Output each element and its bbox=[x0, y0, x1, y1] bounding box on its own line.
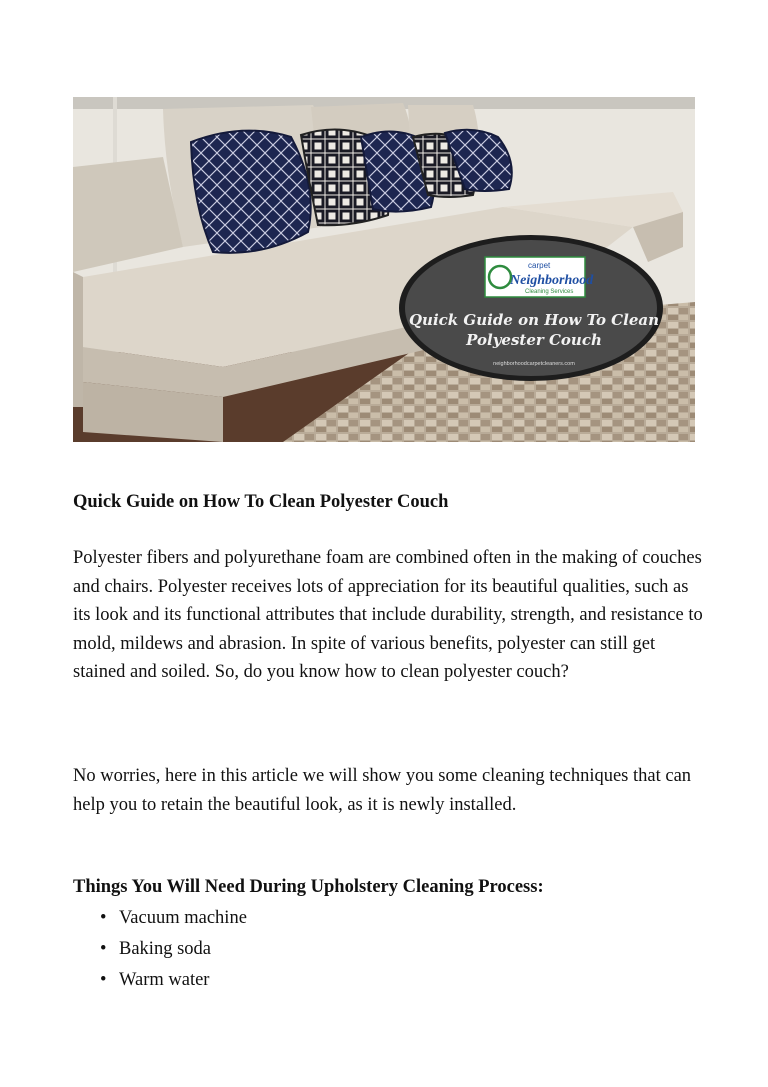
supplies-heading: Things You Will Need During Upholstery Cleaning Process: bbox=[73, 877, 544, 897]
bullet-icon: • bbox=[100, 908, 107, 928]
list-item bbox=[73, 936, 673, 967]
logo-main-text: Neighborhood bbox=[510, 273, 594, 288]
logo-top-text: carpet bbox=[528, 261, 551, 270]
couch-illustration bbox=[73, 97, 695, 442]
badge-title-line2: Polyester Couch bbox=[466, 331, 602, 349]
list-item bbox=[73, 905, 673, 936]
badge-title-line1: Quick Guide on How To Clean bbox=[408, 311, 660, 329]
hero-image bbox=[73, 97, 695, 442]
intro-paragraph: Polyester fibers and polyurethane foam are combined often in the making of couches and chairs. Polyester receives lots of appreciation for its beautiful qualities, such as its look and its functional attributes that include durability, strength, and resistance to mold, mildews and abrasion. In spite of various benefits, polyester can still get stained and soiled. So, do you know how to clean polyester couch? bbox=[73, 548, 703, 682]
logo-sub-text: Cleaning Services bbox=[525, 289, 574, 295]
bullet-icon: • bbox=[100, 939, 107, 959]
list-item-text: Baking soda bbox=[119, 939, 211, 959]
list-item-text: Warm water bbox=[119, 970, 210, 990]
badge-url: neighborhoodcarpetcleaners.com bbox=[493, 361, 575, 367]
bullet-icon: • bbox=[100, 970, 107, 990]
list-item-text: Vacuum machine bbox=[119, 908, 247, 928]
second-paragraph: No worries, here in this article we will show you some cleaning techniques that can help you to retain the beautiful look, as it is newly installed. bbox=[73, 766, 692, 815]
supplies-list bbox=[73, 905, 673, 998]
article-title: Quick Guide on How To Clean Polyester Couch bbox=[73, 492, 449, 512]
list-item bbox=[73, 967, 673, 998]
